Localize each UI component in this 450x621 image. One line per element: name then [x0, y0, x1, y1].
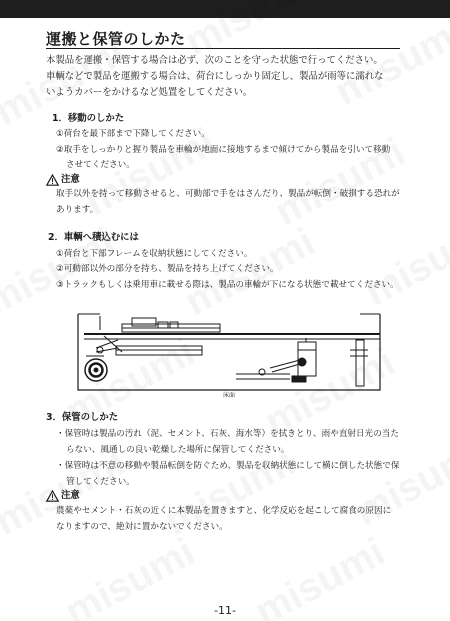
- intro-line: いようカバーをかけるなど処置をしてください。: [46, 87, 253, 98]
- section-2-item: ①荷台と下部フレームを収納状態にしてください。: [56, 249, 253, 259]
- caution-3-line: なりますので、絶対に置かないでください。: [56, 522, 228, 532]
- caution-1: [46, 174, 80, 186]
- warning-icon: [46, 174, 59, 186]
- section-1-heading: 1．移動のしかた: [52, 113, 125, 124]
- page-number: -11-: [214, 604, 236, 617]
- truck-loading-figure: [0, 300, 450, 400]
- intro-line: 本製品を運搬・保管する場合は必ず、次のことを守った状態で行ってください。: [46, 55, 383, 66]
- section-1-item: ①荷台を最下部まで下降してください。: [56, 129, 210, 139]
- watermark-text: [348, 430, 450, 535]
- caution-1-line: あります。: [56, 205, 99, 215]
- section-2-item: ③トラックもしくは乗用車に載せる際は、製品の車輪が下になる状態で載せてください。: [56, 280, 399, 290]
- section-3-item: 管してください。: [66, 477, 135, 487]
- section-3-item: ・保管時は不意の移動や製品転倒を防ぐため、製品を収納状態にして横に倒した状態で保: [56, 461, 400, 471]
- caution-label: 注意: [61, 490, 80, 502]
- section-1-item: ②取手をしっかりと握り製品を車輪が地面に接地するまで傾けてから製品を引いて移動: [56, 145, 391, 155]
- section-3-heading: 3．保管のしかた: [46, 412, 119, 423]
- section-2-item: ②可動部以外の部分を持ち、製品を持ち上げてください。: [56, 264, 279, 274]
- caution-3-line: 農薬やセメント・石灰の近くに本製品を置きますと、化学反応を起こして腐食の原因に: [56, 506, 392, 516]
- intro-line: 車輌などで製品を運搬する場合は、荷台にしっかり固定し、製品が雨等に濡れな: [46, 71, 384, 82]
- title-underline: [46, 48, 400, 49]
- floor-label: 床面: [222, 393, 236, 399]
- caution-label: 注意: [61, 174, 80, 186]
- section-3-item: らない、風通しの良い乾燥した場所に保管してください。: [66, 445, 290, 455]
- caution-3: [46, 490, 80, 502]
- top-bar: [0, 0, 450, 18]
- caution-1-line: 取手以外を持って移動させると、可動部で手をはさんだり、製品が転倒・破損する恐れが: [56, 189, 400, 199]
- section-3-item: ・保管時は製品の汚れ（泥、セメント、石灰、海水等）を拭きとり、雨や直射日光の当た: [56, 429, 399, 439]
- section-1-item: させてください。: [66, 160, 135, 170]
- page-title: 運搬と保管のしかた: [46, 30, 186, 48]
- section-2-heading: 2．車輌へ積込むには: [48, 232, 139, 243]
- warning-icon: [46, 490, 59, 502]
